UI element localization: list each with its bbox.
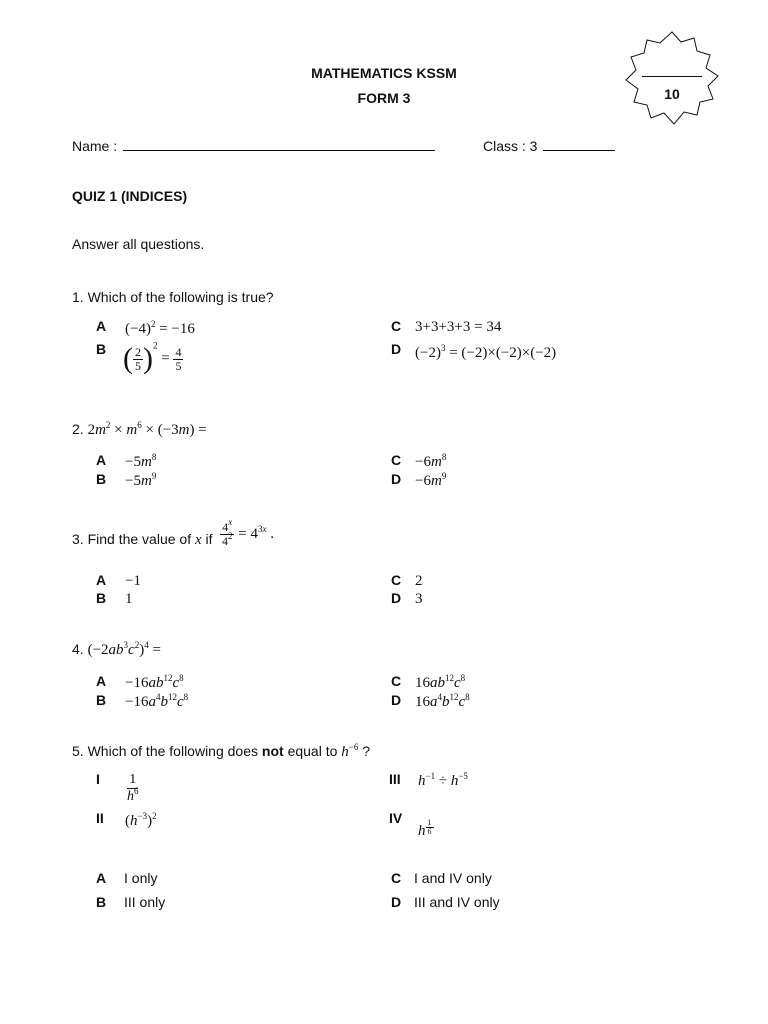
q5-statement-i-label: I (96, 771, 100, 787)
q2-option-c-letter: C (391, 452, 402, 468)
score-badge (624, 30, 720, 126)
question-2 (72, 421, 207, 439)
q2-option-a-letter: A (96, 452, 107, 468)
question-1-number: 1. (72, 289, 84, 305)
q5-option-d-letter: D (391, 894, 402, 910)
class-input-line[interactable] (543, 150, 615, 151)
question-1-text: Which of the following is true? (87, 289, 274, 305)
name-input-line[interactable] (123, 150, 435, 151)
q1-option-d[interactable]: $(-2)^3 = (-2)\times(-2)\times(-2)$ (415, 343, 557, 361)
q2-option-d[interactable]: $-6m^9$ (415, 471, 447, 489)
q5-statement-ii-label: II (96, 810, 104, 826)
question-4-number: 4. (72, 641, 84, 657)
q5-statement-iii: $h^{-1} \div h^{-5}$ (418, 771, 468, 789)
q3-option-d[interactable]: 3 (415, 591, 423, 607)
q3-option-d-letter: D (391, 590, 402, 606)
question-4-expression: $(-2ab^3c^2)^4$ = (87, 640, 161, 658)
q5-option-b[interactable]: III only (124, 894, 166, 910)
question-3-number: 3. (72, 531, 84, 547)
q3-option-c-letter: C (391, 572, 402, 588)
q5-statement-ii: $(h^{-3})^2$ (125, 811, 157, 829)
question-5 (72, 743, 370, 761)
instruction-text: Answer all questions. (72, 236, 205, 252)
question-3-if: if (205, 531, 213, 547)
class-label: Class : 3 (483, 138, 538, 154)
question-5-text-before: Which of the following does (87, 743, 259, 759)
q4-option-a-letter: A (96, 673, 107, 689)
question-3-equation: $\frac{4^x}{4^2}$ = $4^{3x}$ . (222, 517, 274, 548)
question-2-number: 2. (72, 421, 84, 437)
q5-statement-i: $\frac{1}{h^6}$ (127, 772, 139, 804)
name-row (72, 138, 435, 154)
question-5-text-after: equal to (287, 743, 338, 759)
question-3-variable: x (194, 532, 202, 548)
q5-option-d[interactable]: III and IV only (414, 894, 500, 910)
q3-option-b[interactable]: 1 (125, 591, 133, 607)
q3-option-c[interactable]: 2 (415, 573, 423, 589)
q5-statement-iv-label: IV (389, 810, 403, 826)
question-2-expression: $2m^2 \times m^6 \times (-3m)$ = (87, 420, 207, 438)
score-total: 10 (664, 86, 680, 102)
q2-option-b[interactable]: $-5m^9$ (125, 471, 157, 489)
question-5-text-bold: not (261, 743, 284, 759)
q4-option-c[interactable]: $16ab^{12}c^8$ (415, 673, 466, 691)
q4-option-d[interactable]: $16a^4b^{12}c^8$ (415, 692, 470, 710)
quiz-title: QUIZ 1 (INDICES) (72, 188, 188, 204)
q5-option-c-letter: C (391, 870, 402, 886)
q5-statement-iv: h $\frac{1}{6}$ (418, 818, 432, 839)
q5-statement-iii-label: III (389, 771, 401, 787)
q5-option-a-letter: A (96, 870, 107, 886)
name-label: Name : (72, 138, 118, 154)
q2-option-d-letter: D (391, 471, 402, 487)
q1-option-b-letter: B (96, 341, 107, 357)
q2-option-b-letter: B (96, 471, 107, 487)
q4-option-a[interactable]: $-16ab^{12}c^8$ (125, 673, 184, 691)
q1-option-d-letter: D (391, 341, 402, 357)
question-3-text: Find the value of (87, 531, 192, 547)
q5-option-a[interactable]: I only (124, 870, 158, 886)
subject-title: MATHEMATICS KSSM (311, 65, 457, 81)
q2-option-a[interactable]: $-5m^8$ (125, 452, 157, 470)
q1-option-a-letter: A (96, 318, 107, 334)
q5-option-c[interactable]: I and IV only (414, 870, 492, 886)
q1-option-c-letter: C (391, 318, 402, 334)
q4-option-b[interactable]: $-16a^4b^{12}c^8$ (125, 692, 189, 710)
q1-option-b[interactable]: ( $\frac{2}{5}$ )$^2$ = $\frac{4}{5}$ (123, 340, 182, 375)
question-4 (72, 641, 161, 659)
q4-option-b-letter: B (96, 692, 107, 708)
question-5-number: 5. (72, 743, 84, 759)
q1-option-a[interactable]: $(-4)^2 = -16$ (125, 319, 195, 337)
q1-option-c[interactable]: 3+3+3+3 = 34 (415, 319, 502, 335)
q3-option-a[interactable]: −1 (125, 573, 141, 589)
class-row (483, 138, 615, 154)
q4-option-d-letter: D (391, 692, 402, 708)
question-5-target: $h^{-6}$ (341, 742, 359, 760)
q4-option-c-letter: C (391, 673, 402, 689)
score-blank-line[interactable] (642, 76, 702, 77)
q3-option-a-letter: A (96, 572, 107, 588)
q3-option-b-letter: B (96, 590, 107, 606)
q5-option-b-letter: B (96, 894, 107, 910)
question-1 (72, 289, 274, 305)
q2-option-c[interactable]: $-6m^8$ (415, 452, 447, 470)
question-5-qmark: ? (362, 743, 371, 759)
question-3 (72, 531, 213, 549)
form-title: FORM 3 (357, 90, 411, 106)
score-badge-shape (624, 30, 720, 126)
